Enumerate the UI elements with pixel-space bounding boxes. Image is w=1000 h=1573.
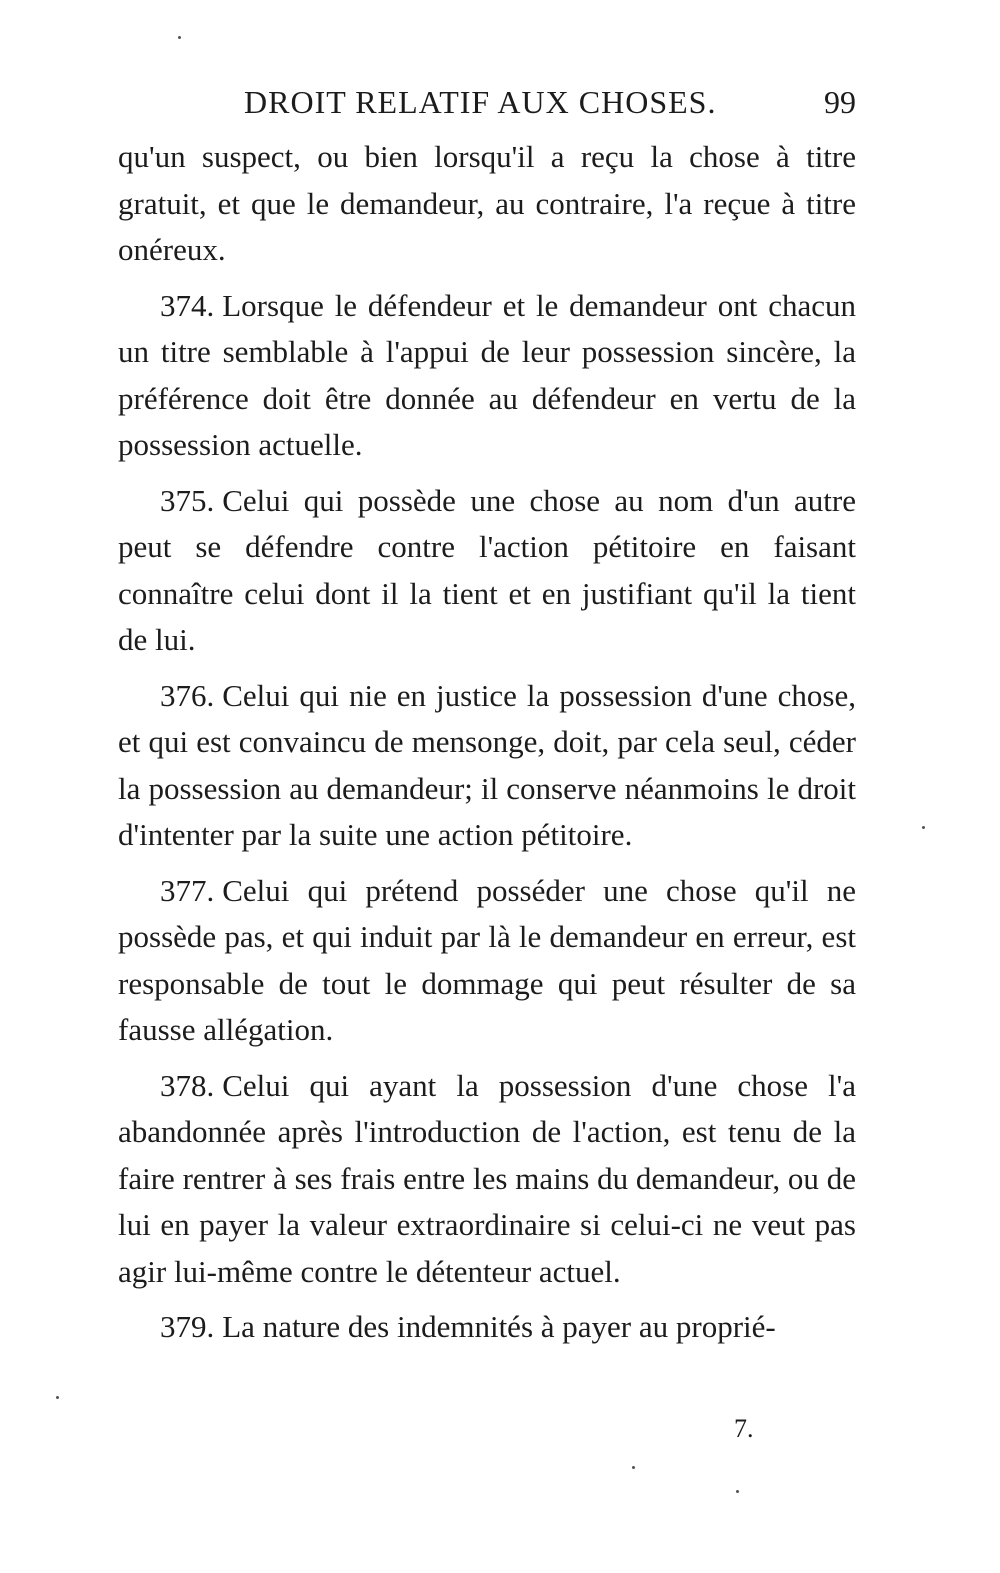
paper-speck [632,1466,635,1469]
paragraph-text: Celui qui ayant la possession d'une chose l'a abandonnée après l'introduction de l'action, est tenu de la faire rentrer à ses frais entre les mains du demandeur, ou de lui en payer la valeur extraordinaire si celui-ci ne veut pas agir lui-même contre le détenteur actuel. [118,1067,856,1289]
paragraph-text: Celui qui nie en justice la possession d'une chose, et qui est convaincu de mensonge, doit, par cela seul, céder la possession au demandeur; il conserve néanmoins le droit d'intenter par la suite une action pétitoire. [118,677,856,852]
paragraph-375 [118,478,856,664]
paragraph-text: Lorsque le défendeur et le demandeur ont chacun un titre semblable à l'appui de leur possession sincère, la préférence doit être donnée au défendeur en vertu de la possession actuelle. [118,287,856,462]
paragraph-text: La nature des indemnités à payer au proprié- [222,1309,776,1344]
paragraph-376 [118,673,856,859]
paper-speck [178,36,181,39]
paragraph-377 [118,868,856,1054]
page-number: 99 [824,84,856,120]
paragraph-number: 378. [160,1067,215,1103]
paper-speck [736,1490,739,1493]
paragraph-378 [118,1063,856,1296]
paragraph-374 [118,283,856,469]
body-text [118,134,856,1351]
paragraph-number: 374. [160,287,215,323]
paragraph-number: 377. [160,872,215,908]
signature-mark: 7. [734,1414,754,1443]
paragraph-number: 379. [160,1309,215,1344]
paper-speck [922,826,925,829]
running-title: DROIT RELATIF AUX CHOSES. [244,84,717,120]
paper-speck [56,1396,59,1399]
paragraph-379 [118,1304,856,1351]
running-head [118,84,856,124]
paragraph-text: Celui qui possède une chose au nom d'un autre peut se défendre contre l'action pétitoire en faisant connaître celui dont il la tient et en justifiant qu'il la tient de lui. [118,482,856,657]
paragraph-continued [118,134,856,274]
paragraph-text: qu'un suspect, ou bien lorsqu'il a reçu la chose à titre gratuit, et que le demandeur, au contraire, l'a reçue à titre onéreux. [118,139,856,267]
paragraph-number: 375. [160,482,215,518]
paragraph-number: 376. [160,677,215,713]
paragraph-text: Celui qui prétend posséder une chose qu'il ne possède pas, et qui induit par là le demandeur en erreur, est responsable de tout le dommage qui peut résulter de sa fausse allégation. [118,872,856,1047]
